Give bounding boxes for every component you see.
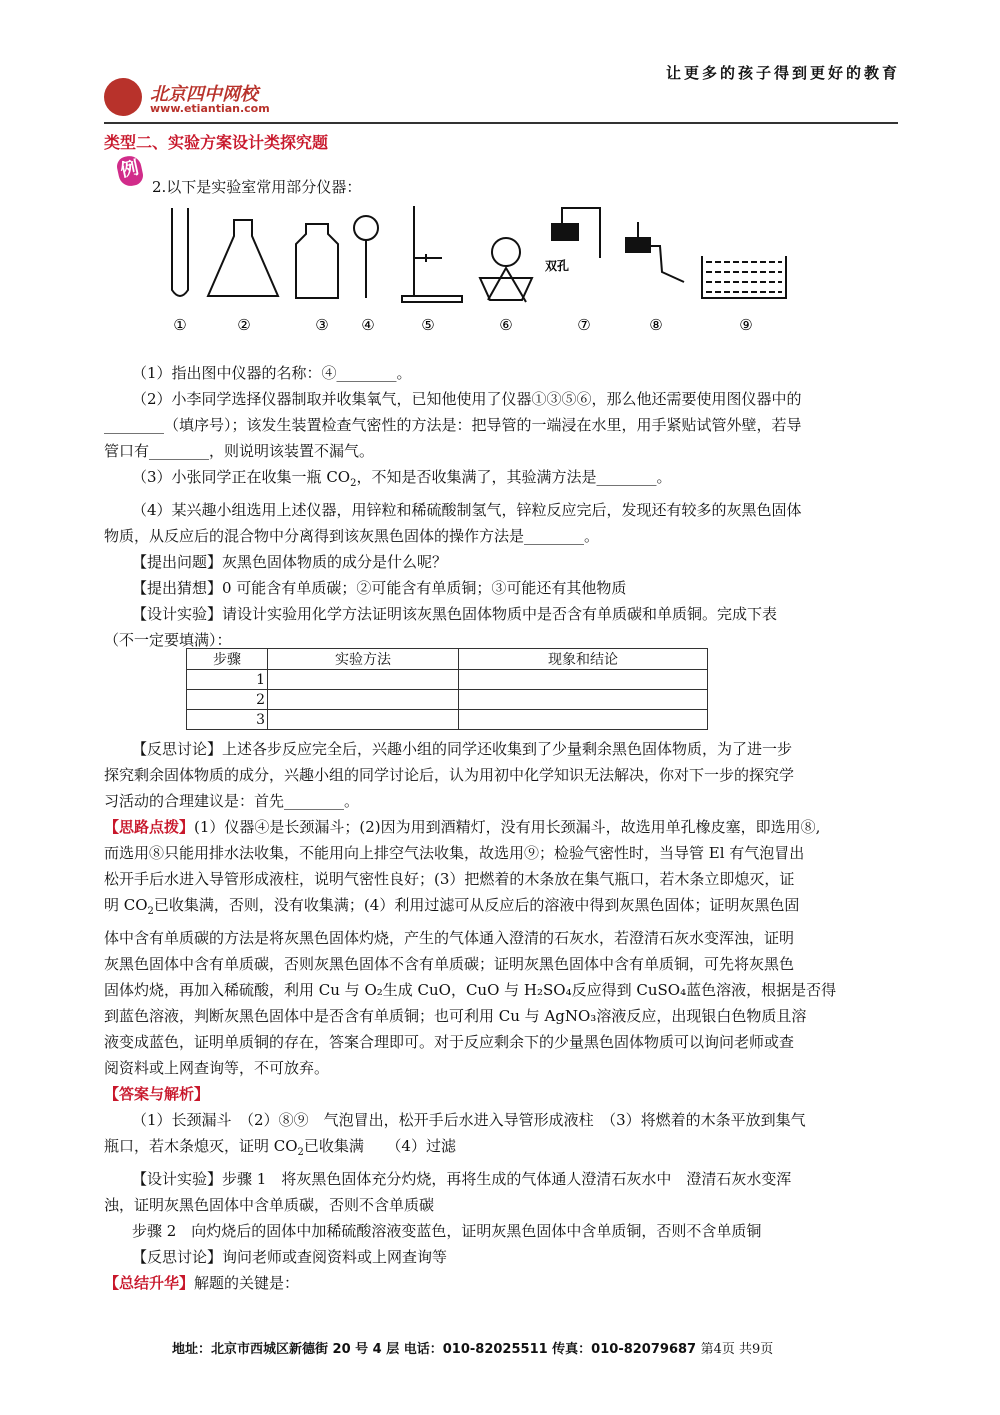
apparatus-label: ②	[237, 316, 251, 334]
reflect-line3: 习活动的合理建议是：首先________。	[104, 792, 360, 810]
hint-line3: 松开手后水进入导管形成液柱，说明气密性良好；(3）把燃着的木条放在集气瓶口，若木条立即熄灭，证	[104, 870, 795, 888]
apparatus-label: ⑦	[577, 316, 591, 334]
apparatus-label: ③	[315, 316, 329, 334]
table-header: 步骤	[187, 649, 268, 670]
apparatus-label: ⑤	[421, 316, 435, 334]
reflect-line2: 探究剩余固体物质的成分，兴趣小组的同学讨论后，认为用初中化学知识无法解决，你对下一步的探究学	[104, 766, 795, 784]
apparatus-text: 双孔	[545, 259, 570, 273]
analysis-body	[104, 736, 900, 1296]
apparatus-figure	[150, 198, 790, 338]
hint-line1: 【思路点拨】(1）仪器④是长颈漏斗；(2)因为用到酒精灯，没有用长颈漏斗，故选用单孔橡皮塞，即选用⑧,	[104, 818, 821, 836]
q2-line1: （2）小李同学选择仪器制取并收集氧气，已知他使用了仪器①③⑤⑥，那么他还需要使用图仪器中的	[132, 390, 802, 408]
test-tube-icon	[172, 208, 188, 296]
hint-line6: 灰黑色固体中含有单质碳，否则灰黑色固体不含有单质碳；证明灰黑色固体中含有单质铜，可先将灰黑色	[104, 955, 795, 973]
design-line2: （不一定要填满）：	[104, 631, 232, 649]
logo-url: www.etiantian.com	[150, 102, 270, 115]
apparatus-label: ①	[173, 316, 187, 334]
conical-flask-icon	[208, 220, 278, 296]
bottle-icon	[296, 224, 338, 298]
table-header: 实验方法	[268, 649, 459, 670]
answer-line2: 瓶口，若木条熄灭，证明 $CO_2$已收集满 （4）过滤	[104, 1137, 456, 1158]
table-row	[187, 690, 708, 710]
summary-label: 【总结升华】	[104, 1274, 195, 1292]
water-trough-icon	[702, 256, 786, 298]
pose-question: 【提出问题】灰黑色固体物质的成分是什么呢？	[132, 553, 448, 571]
footer-address: 地址：北京市西城区新德街 20 号 4 层 电话：010-82025511 传真：010-82079687	[172, 1342, 697, 1357]
hint-line8: 到蓝色溶液，判断灰黑色固体中是否含有单质铜；也可利用 Cu 与 AgNO₃溶液反应，出现银白色物质且溶	[104, 1007, 807, 1025]
header-divider	[104, 122, 898, 124]
table-header-row	[187, 649, 708, 670]
apparatus-label: ⑧	[649, 316, 663, 334]
experiment-table	[186, 648, 708, 730]
single-hole-stopper-icon	[626, 222, 684, 282]
iron-stand-icon	[402, 206, 462, 302]
q2-line3: 管口有________，则说明该装置不漏气。	[104, 442, 375, 460]
apparatus-label: ④	[361, 316, 375, 334]
table-cell: 2	[187, 690, 268, 710]
table-cell: 1	[187, 670, 268, 690]
q2-line2: ________（填序号）；该发生装置检查气密性的方法是：把导管的一端浸在水里，用手紧贴试管外壁，若导	[104, 416, 802, 434]
table-header: 现象和结论	[459, 649, 708, 670]
hint-label: 【思路点拨】	[104, 818, 195, 836]
answer-line1: （1）长颈漏斗 （2）⑧⑨ 气泡冒出，松开手后水进入导管形成液柱 （3）将燃着的木条平放到集气	[132, 1111, 806, 1129]
page-number: 第4页 共9页	[700, 1342, 774, 1357]
q1: （1）指出图中仪器的名称：④________。	[132, 364, 412, 382]
page-footer	[172, 1338, 773, 1357]
answer-line3: 【设计实验】步骤 1 将灰黑色固体充分灼烧，再将生成的气体通人澄清石灰水中 澄清石灰水变浑	[132, 1170, 792, 1188]
hint-line7: 固体灼烧，再加入稀硫酸，利用 Cu 与 O₂生成 CuO，CuO 与 H₂SO₄反应得到 CuSO₄蓝色溶液，根据是否得	[104, 981, 837, 999]
table-row	[187, 710, 708, 730]
hint-line2: 而选用⑧只能用排水法收集，不能用向上排空气法收集，故选用⑨；检验气密性时，当导管 El 有气泡冒出	[104, 844, 805, 862]
answer-label: 【答案与解析】	[104, 1085, 210, 1103]
long-neck-funnel-icon	[354, 216, 378, 298]
answer-line5: 步骤 2 向灼烧后的固体中加稀硫酸溶液变蓝色，证明灰黑色固体中含单质铜，否则不含单质铜	[132, 1222, 762, 1240]
q3: （3）小张同学正在收集一瓶 $CO_2$，不知是否收集满了，其验满方法是________。	[132, 468, 672, 489]
apparatus-label: ⑥	[499, 316, 513, 334]
hint-line4: 明 $CO_2$已收集满，否则，没有收集满；(4）利用过滤可从反应后的溶液中得到灰黑色固体；证明灰黑色固	[104, 896, 800, 917]
q4-line2: 物质，从反应后的混合物中分离得到该灰黑色固体的操作方法是________。	[104, 527, 600, 545]
hint-line10: 阅资料或上网查询等，不可放弃。	[104, 1059, 330, 1077]
summary-line: 【总结升华】解题的关键是：	[104, 1274, 300, 1292]
section-title: 类型二、实验方案设计类探究题	[104, 133, 329, 152]
answer-line4: 浊，证明灰黑色固体中含单质碳，否则不含单质碳	[104, 1196, 435, 1214]
design-line1: 【设计实验】请设计实验用化学方法证明该灰黑色固体物质中是否含有单质碳和单质铜。完成下表	[132, 605, 778, 623]
hint-line9: 液变成蓝色，证明单质铜的存在，答案合理即可。对于反应剩余下的少量黑色固体物质可以询问老师或查	[104, 1033, 795, 1051]
answer-line6: 【反思讨论】询问老师或查阅资料或上网查询等	[132, 1248, 448, 1266]
apparatus-label: ⑨	[739, 316, 753, 334]
table-row	[187, 670, 708, 690]
school-logo-icon	[104, 78, 142, 116]
guess: 【提出猜想】0 可能含有单质碳；②可能含有单质铜；③可能还有其他物质	[132, 579, 627, 597]
example-badge: 例	[115, 154, 145, 188]
reflect-line1: 【反思讨论】上述各步反应完全后，兴趣小组的同学还收集到了少量剩余黑色固体物质，为了进一步	[132, 740, 793, 758]
q4-line1: （4）某兴趣小组选用上述仪器，用锌粒和稀硫酸制氢气，锌粒反应完后，发现还有较多的灰黑色固体	[132, 501, 802, 519]
question-intro: 2.以下是实验室常用部分仪器：	[152, 178, 362, 196]
alcohol-lamp-icon	[480, 238, 532, 302]
header-slogan: 让更多的孩子得到更好的教育	[665, 64, 900, 82]
table-cell: 3	[187, 710, 268, 730]
question-body	[104, 360, 900, 653]
logo-name: 北京四中网校	[150, 84, 258, 105]
hint-line5: 体中含有单质碳的方法是将灰黑色固体灼烧，产生的气体通入澄清的石灰水，若澄清石灰水变浑浊，证明	[104, 929, 795, 947]
double-hole-stopper-icon	[552, 208, 600, 258]
